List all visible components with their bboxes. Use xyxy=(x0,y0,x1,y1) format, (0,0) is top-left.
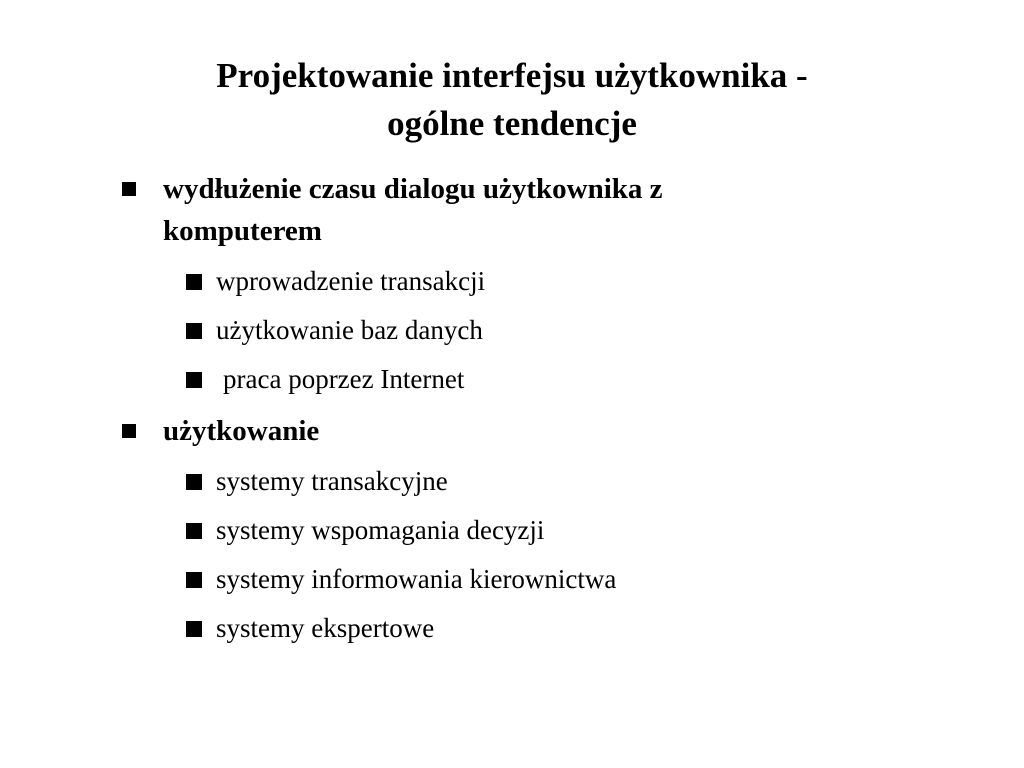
bullet-level2-text: systemy informowania kierownictwa xyxy=(216,564,617,594)
bullet-level2 xyxy=(0,313,1024,347)
square-bullet-icon xyxy=(186,523,202,539)
square-bullet-icon xyxy=(122,182,136,196)
slide-content xyxy=(0,168,1024,645)
slide-title-line-1: Projektowanie interfejsu użytkownika - xyxy=(216,56,808,95)
bullet-level1 xyxy=(0,410,803,452)
bullet-level2 xyxy=(0,513,1024,547)
square-bullet-icon xyxy=(186,323,202,339)
bullet-level2-text: systemy wspomagania decyzji xyxy=(216,515,545,545)
bullet-level2 xyxy=(0,611,1024,645)
bullet-level2 xyxy=(0,464,1024,498)
bullet-level2 xyxy=(0,362,1024,396)
square-bullet-icon xyxy=(122,424,136,438)
bullet-level1-text: użytkowanie xyxy=(163,415,320,447)
bullet-level2-text: systemy ekspertowe xyxy=(216,613,435,643)
bullet-level1 xyxy=(0,168,803,252)
bullet-level2-text: wprowadzenie transakcji xyxy=(216,266,486,296)
slide-title xyxy=(0,52,1024,148)
bullet-level2-text: użytkowanie baz danych xyxy=(216,315,483,345)
square-bullet-icon xyxy=(186,621,202,637)
bullet-level2-text: systemy transakcyjne xyxy=(216,466,448,496)
bullet-level1-text: wydłużenie czasu dialogu użytkownika z komputerem xyxy=(163,173,663,247)
bullet-level2 xyxy=(0,562,1024,596)
square-bullet-icon xyxy=(186,474,202,490)
bullet-level2 xyxy=(0,264,1024,298)
square-bullet-icon xyxy=(186,274,202,290)
slide-title-line-2: ogólne tendencje xyxy=(387,104,637,143)
square-bullet-icon xyxy=(186,372,202,388)
bullet-level2-text: praca poprzez Internet xyxy=(223,364,465,394)
square-bullet-icon xyxy=(186,572,202,588)
